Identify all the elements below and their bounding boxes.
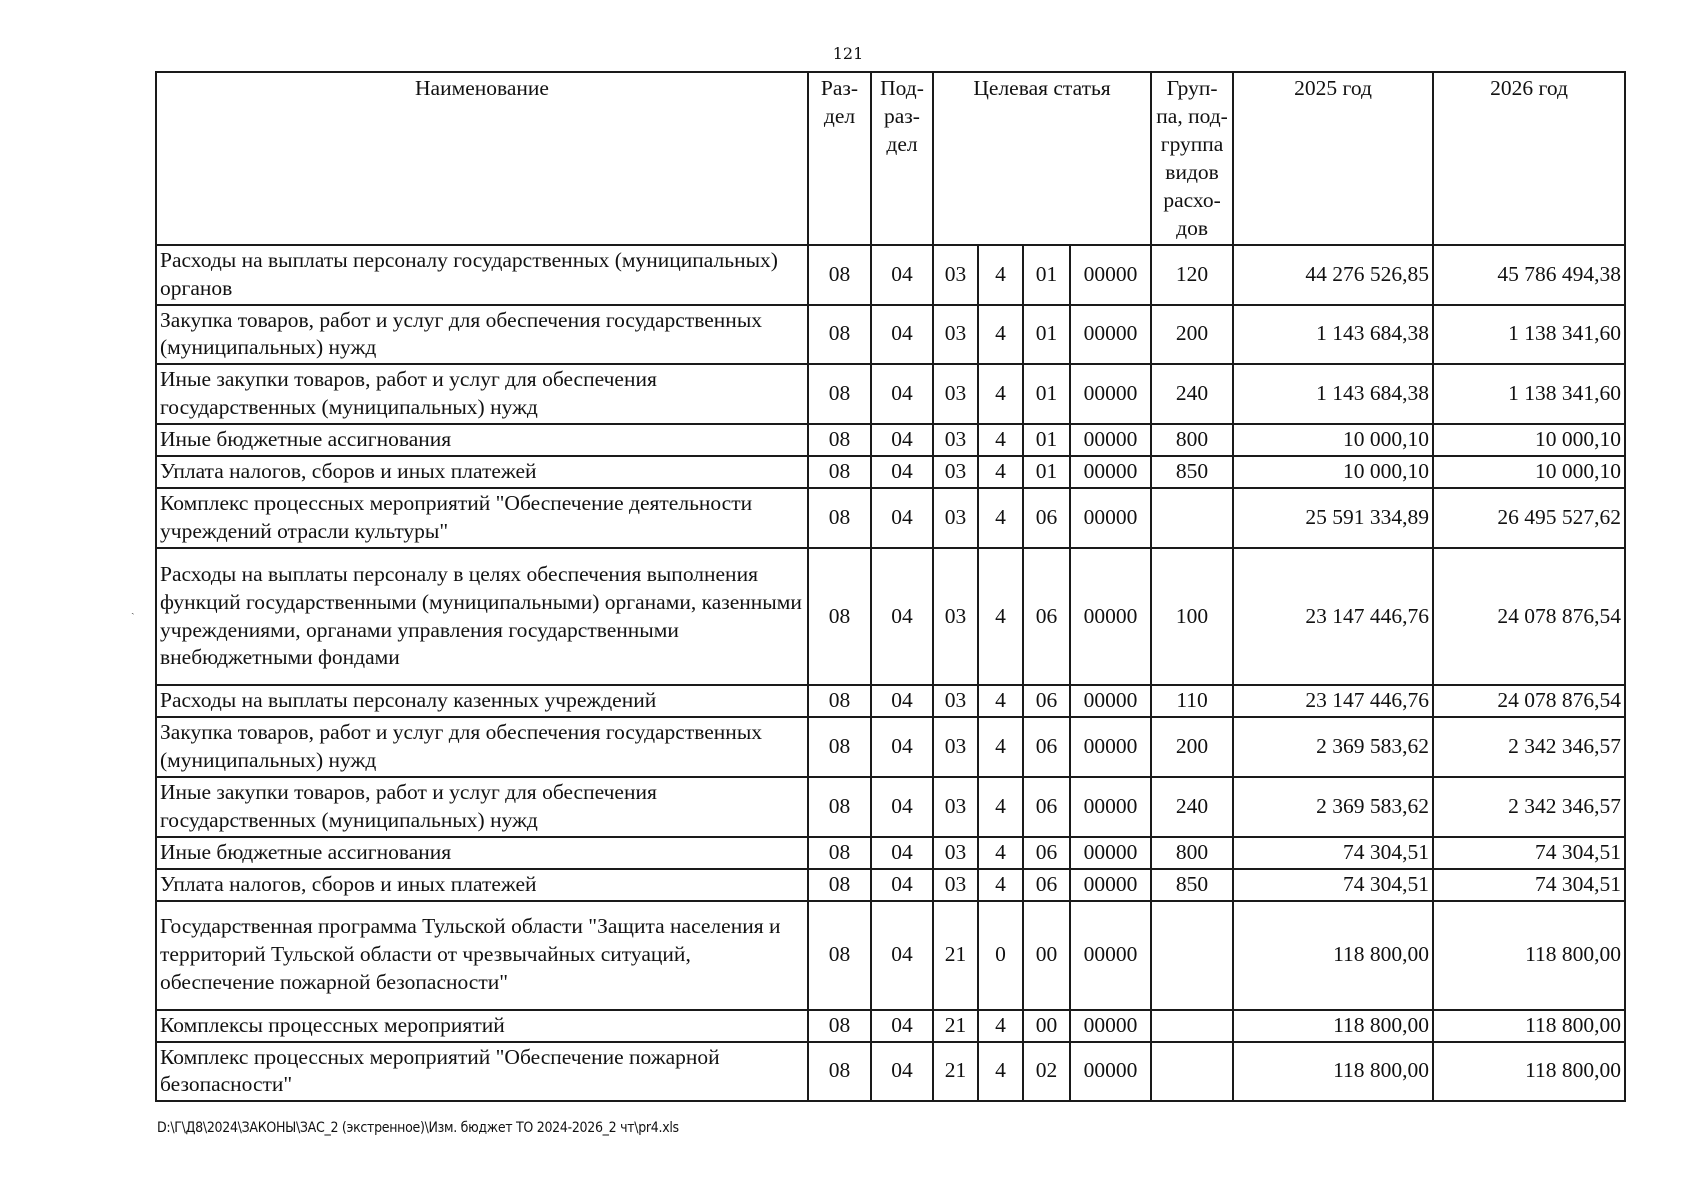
row-target-article-type-cell: 4 (978, 837, 1023, 869)
row-amount-2026-cell: 10 000,10 (1433, 456, 1625, 488)
row-amount-2025-cell: 10 000,10 (1233, 424, 1433, 456)
table-row (156, 488, 1625, 548)
row-podrazdel-cell: 04 (871, 424, 933, 456)
row-razdel-cell: 08 (808, 717, 871, 777)
row-podrazdel-cell: 04 (871, 548, 933, 685)
row-amount-2026-cell: 1 138 341,60 (1433, 305, 1625, 365)
row-expense-group-cell: 200 (1151, 305, 1233, 365)
row-target-article-event-cell: 06 (1023, 777, 1070, 837)
row-target-article-direction-cell: 00000 (1070, 1010, 1151, 1042)
row-expense-group-cell: 240 (1151, 777, 1233, 837)
row-amount-2025-cell: 23 147 446,76 (1233, 548, 1433, 685)
table-row (156, 685, 1625, 717)
row-expense-group-cell: 100 (1151, 548, 1233, 685)
table-row (156, 1010, 1625, 1042)
row-target-article-program-cell: 03 (933, 685, 978, 717)
row-podrazdel-cell: 04 (871, 1010, 933, 1042)
row-name-cell: Уплата налогов, сборов и иных платежей (156, 456, 808, 488)
row-target-article-program-cell: 03 (933, 837, 978, 869)
row-expense-group-cell: 850 (1151, 869, 1233, 901)
row-name-cell: Государственная программа Тульской области "Защита населения и территорий Тульской области от чрезвычайных ситуаций, обеспечение пожарной безопасности" (156, 901, 808, 1010)
table-row (156, 869, 1625, 901)
row-podrazdel-cell: 04 (871, 456, 933, 488)
col-header-2025: 2025 год (1233, 72, 1433, 245)
table-row (156, 548, 1625, 685)
row-target-article-event-cell: 06 (1023, 685, 1070, 717)
row-razdel-cell: 08 (808, 488, 871, 548)
table-row (156, 1042, 1625, 1102)
row-expense-group-cell (1151, 488, 1233, 548)
row-target-article-event-cell: 01 (1023, 364, 1070, 424)
row-target-article-type-cell: 4 (978, 1042, 1023, 1102)
table-row (156, 364, 1625, 424)
row-target-article-event-cell: 01 (1023, 305, 1070, 365)
row-razdel-cell: 08 (808, 424, 871, 456)
row-razdel-cell: 08 (808, 901, 871, 1010)
row-name-cell: Комплекс процессных мероприятий "Обеспечение пожарной безопасности" (156, 1042, 808, 1102)
row-target-article-direction-cell: 00000 (1070, 488, 1151, 548)
row-target-article-event-cell: 06 (1023, 488, 1070, 548)
row-razdel-cell: 08 (808, 364, 871, 424)
row-podrazdel-cell: 04 (871, 245, 933, 305)
row-target-article-event-cell: 00 (1023, 901, 1070, 1010)
row-target-article-program-cell: 03 (933, 456, 978, 488)
row-razdel-cell: 08 (808, 245, 871, 305)
row-name-cell: Комплекс процессных мероприятий "Обеспечение деятельности учреждений отрасли культуры" (156, 488, 808, 548)
row-target-article-program-cell: 21 (933, 1010, 978, 1042)
row-name-cell: Закупка товаров, работ и услуг для обеспечения государственных (муниципальных) нужд (156, 305, 808, 365)
table-row (156, 305, 1625, 365)
row-amount-2025-cell: 118 800,00 (1233, 1042, 1433, 1102)
row-name-cell: Иные бюджетные ассигнования (156, 424, 808, 456)
table-row (156, 777, 1625, 837)
row-amount-2025-cell: 1 143 684,38 (1233, 364, 1433, 424)
row-podrazdel-cell: 04 (871, 685, 933, 717)
row-name-cell: Комплексы процессных мероприятий (156, 1010, 808, 1042)
col-header-razdel: Раз- дел (808, 72, 871, 245)
row-expense-group-cell: 110 (1151, 685, 1233, 717)
table-header-row (156, 72, 1625, 245)
row-razdel-cell: 08 (808, 305, 871, 365)
row-target-article-direction-cell: 00000 (1070, 305, 1151, 365)
row-name-cell: Иные закупки товаров, работ и услуг для обеспечения государственных (муниципальных) нужд (156, 777, 808, 837)
row-target-article-direction-cell: 00000 (1070, 717, 1151, 777)
row-amount-2026-cell: 74 304,51 (1433, 869, 1625, 901)
row-amount-2026-cell: 118 800,00 (1433, 1010, 1625, 1042)
row-razdel-cell: 08 (808, 837, 871, 869)
row-target-article-direction-cell: 00000 (1070, 456, 1151, 488)
row-target-article-type-cell: 4 (978, 548, 1023, 685)
row-target-article-type-cell: 4 (978, 488, 1023, 548)
row-amount-2026-cell: 10 000,10 (1433, 424, 1625, 456)
row-amount-2025-cell: 2 369 583,62 (1233, 777, 1433, 837)
row-target-article-event-cell: 01 (1023, 245, 1070, 305)
row-amount-2025-cell: 74 304,51 (1233, 837, 1433, 869)
row-amount-2026-cell: 45 786 494,38 (1433, 245, 1625, 305)
col-header-podrazdel: Под- раз- дел (871, 72, 933, 245)
row-amount-2026-cell: 24 078 876,54 (1433, 548, 1625, 685)
row-target-article-direction-cell: 00000 (1070, 245, 1151, 305)
row-amount-2026-cell: 26 495 527,62 (1433, 488, 1625, 548)
row-target-article-program-cell: 03 (933, 488, 978, 548)
row-expense-group-cell: 850 (1151, 456, 1233, 488)
row-target-article-event-cell: 02 (1023, 1042, 1070, 1102)
row-target-article-program-cell: 03 (933, 364, 978, 424)
row-amount-2025-cell: 1 143 684,38 (1233, 305, 1433, 365)
row-podrazdel-cell: 04 (871, 305, 933, 365)
page-number: 121 (832, 44, 864, 63)
row-expense-group-cell: 800 (1151, 837, 1233, 869)
row-razdel-cell: 08 (808, 777, 871, 837)
row-target-article-direction-cell: 00000 (1070, 685, 1151, 717)
row-target-article-type-cell: 4 (978, 869, 1023, 901)
row-expense-group-cell (1151, 1010, 1233, 1042)
row-target-article-direction-cell: 00000 (1070, 548, 1151, 685)
row-name-cell: Уплата налогов, сборов и иных платежей (156, 869, 808, 901)
row-amount-2026-cell: 2 342 346,57 (1433, 717, 1625, 777)
row-razdel-cell: 08 (808, 685, 871, 717)
row-amount-2025-cell: 74 304,51 (1233, 869, 1433, 901)
row-razdel-cell: 08 (808, 456, 871, 488)
row-podrazdel-cell: 04 (871, 869, 933, 901)
row-name-cell: Закупка товаров, работ и услуг для обеспечения государственных (муниципальных) нужд (156, 717, 808, 777)
row-target-article-direction-cell: 00000 (1070, 869, 1151, 901)
scan-artifact: ˏ (131, 602, 135, 615)
row-target-article-event-cell: 06 (1023, 548, 1070, 685)
row-amount-2025-cell: 118 800,00 (1233, 901, 1433, 1010)
table-row (156, 837, 1625, 869)
row-expense-group-cell: 240 (1151, 364, 1233, 424)
row-podrazdel-cell: 04 (871, 901, 933, 1010)
row-target-article-type-cell: 4 (978, 364, 1023, 424)
row-target-article-program-cell: 03 (933, 717, 978, 777)
row-name-cell: Расходы на выплаты персоналу в целях обеспечения выполнения функций государственными (муниципальными) органами, казенными учреждениями, органами управления государственными внебюджетными фондами (156, 548, 808, 685)
row-name-cell: Иные закупки товаров, работ и услуг для обеспечения государственных (муниципальных) нужд (156, 364, 808, 424)
row-target-article-type-cell: 4 (978, 717, 1023, 777)
row-podrazdel-cell: 04 (871, 777, 933, 837)
row-target-article-program-cell: 03 (933, 548, 978, 685)
row-amount-2026-cell: 118 800,00 (1433, 901, 1625, 1010)
row-amount-2026-cell: 2 342 346,57 (1433, 777, 1625, 837)
col-header-group: Груп- па, под- группа видов расхо- дов (1151, 72, 1233, 245)
row-target-article-type-cell: 0 (978, 901, 1023, 1010)
row-razdel-cell: 08 (808, 1042, 871, 1102)
file-path-footer: D:\Г\Д8\2024\ЗАКОНЫ\ЗАС_2 (экстренное)\Изм. бюджет ТО 2024-2026_2 чт\pr4.xls (157, 1120, 679, 1136)
row-target-article-event-cell: 01 (1023, 424, 1070, 456)
row-target-article-direction-cell: 00000 (1070, 364, 1151, 424)
row-target-article-program-cell: 03 (933, 245, 978, 305)
row-amount-2025-cell: 23 147 446,76 (1233, 685, 1433, 717)
row-name-cell: Расходы на выплаты персоналу государственных (муниципальных) органов (156, 245, 808, 305)
row-podrazdel-cell: 04 (871, 837, 933, 869)
row-target-article-direction-cell: 00000 (1070, 1042, 1151, 1102)
row-amount-2025-cell: 10 000,10 (1233, 456, 1433, 488)
row-podrazdel-cell: 04 (871, 717, 933, 777)
row-amount-2025-cell: 2 369 583,62 (1233, 717, 1433, 777)
row-target-article-program-cell: 21 (933, 1042, 978, 1102)
table-row (156, 245, 1625, 305)
row-target-article-event-cell: 06 (1023, 869, 1070, 901)
row-expense-group-cell (1151, 1042, 1233, 1102)
table-row (156, 456, 1625, 488)
row-target-article-type-cell: 4 (978, 1010, 1023, 1042)
row-expense-group-cell (1151, 901, 1233, 1010)
row-name-cell: Иные бюджетные ассигнования (156, 837, 808, 869)
row-podrazdel-cell: 04 (871, 364, 933, 424)
row-podrazdel-cell: 04 (871, 1042, 933, 1102)
row-target-article-program-cell: 21 (933, 901, 978, 1010)
row-expense-group-cell: 800 (1151, 424, 1233, 456)
row-target-article-type-cell: 4 (978, 245, 1023, 305)
row-razdel-cell: 08 (808, 1010, 871, 1042)
row-target-article-type-cell: 4 (978, 456, 1023, 488)
row-expense-group-cell: 200 (1151, 717, 1233, 777)
table-row (156, 901, 1625, 1010)
row-target-article-program-cell: 03 (933, 777, 978, 837)
row-target-article-event-cell: 01 (1023, 456, 1070, 488)
col-header-name: Наименование (156, 72, 808, 245)
row-amount-2025-cell: 118 800,00 (1233, 1010, 1433, 1042)
row-target-article-direction-cell: 00000 (1070, 837, 1151, 869)
row-target-article-program-cell: 03 (933, 305, 978, 365)
budget-table (155, 71, 1626, 1102)
row-target-article-event-cell: 00 (1023, 1010, 1070, 1042)
table-row (156, 717, 1625, 777)
row-target-article-direction-cell: 00000 (1070, 901, 1151, 1010)
row-target-article-type-cell: 4 (978, 685, 1023, 717)
row-podrazdel-cell: 04 (871, 488, 933, 548)
row-target-article-type-cell: 4 (978, 305, 1023, 365)
row-target-article-type-cell: 4 (978, 777, 1023, 837)
row-expense-group-cell: 120 (1151, 245, 1233, 305)
row-amount-2026-cell: 24 078 876,54 (1433, 685, 1625, 717)
col-header-2026: 2026 год (1433, 72, 1625, 245)
row-target-article-event-cell: 06 (1023, 837, 1070, 869)
row-target-article-program-cell: 03 (933, 869, 978, 901)
row-amount-2025-cell: 44 276 526,85 (1233, 245, 1433, 305)
table-body (156, 245, 1625, 1102)
row-razdel-cell: 08 (808, 869, 871, 901)
row-target-article-direction-cell: 00000 (1070, 777, 1151, 837)
row-target-article-program-cell: 03 (933, 424, 978, 456)
table-row (156, 424, 1625, 456)
row-amount-2025-cell: 25 591 334,89 (1233, 488, 1433, 548)
row-amount-2026-cell: 74 304,51 (1433, 837, 1625, 869)
col-header-target-article: Целевая статья (933, 72, 1151, 245)
row-target-article-type-cell: 4 (978, 424, 1023, 456)
row-target-article-event-cell: 06 (1023, 717, 1070, 777)
row-amount-2026-cell: 1 138 341,60 (1433, 364, 1625, 424)
row-razdel-cell: 08 (808, 548, 871, 685)
row-target-article-direction-cell: 00000 (1070, 424, 1151, 456)
row-amount-2026-cell: 118 800,00 (1433, 1042, 1625, 1102)
row-name-cell: Расходы на выплаты персоналу казенных учреждений (156, 685, 808, 717)
